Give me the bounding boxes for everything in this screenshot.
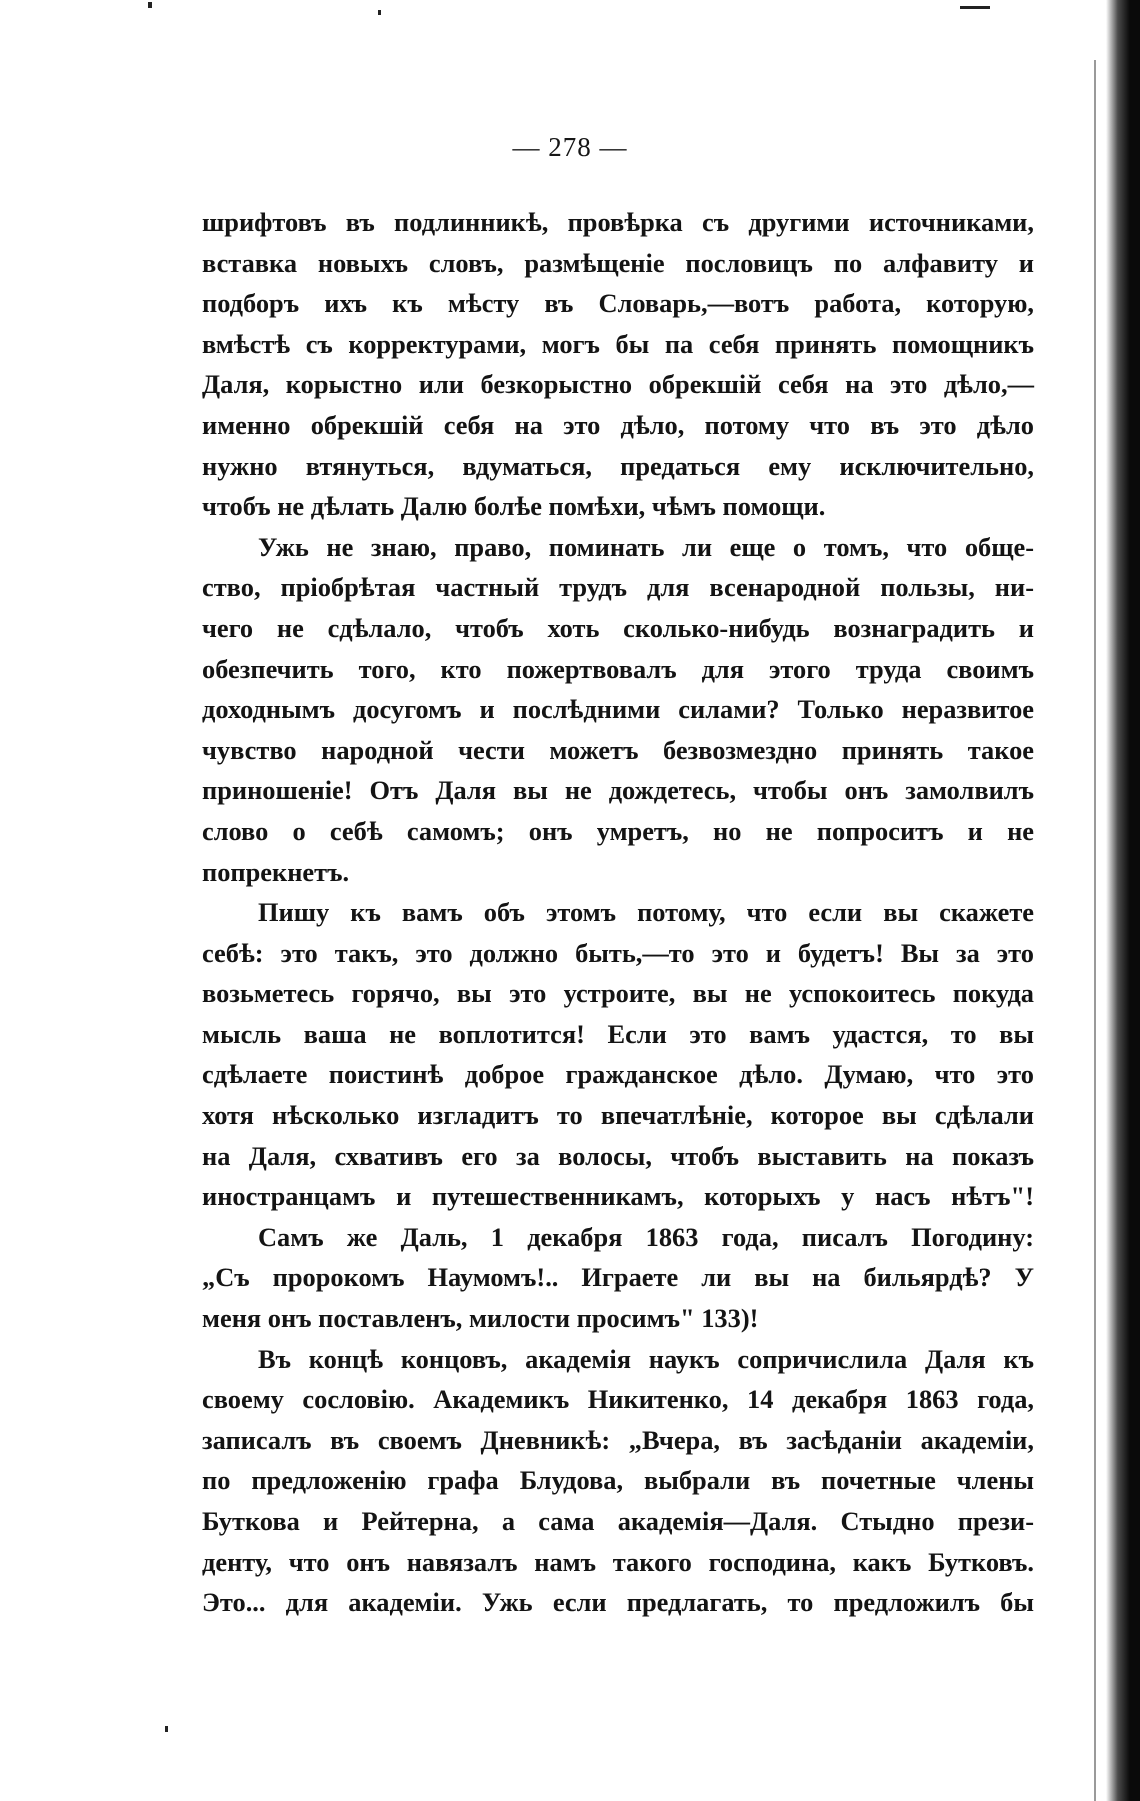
page-number: — 278 —: [512, 132, 628, 162]
page-text-body: [202, 202, 1034, 1623]
text-line: чего не сдѣлало, чтобъ хоть сколько-нибудь вознаградить и: [202, 612, 1034, 643]
text-line: записалъ въ своемъ Дневникѣ: „Вчера, въ засѣданіи академіи,: [202, 1424, 1034, 1455]
scan-speck: [378, 10, 381, 15]
text-line: по предложенію графа Блудова, выбрали въ почетные члены: [202, 1465, 1034, 1496]
text-line: попрекнетъ.: [202, 856, 350, 887]
text-line: Это... для академіи. Ужь если предлагать, то предложилъ бы: [202, 1587, 1034, 1618]
page-edge-shadow: [1106, 0, 1140, 1801]
text-line: иностранцамъ и путешественникамъ, которыхъ у насъ нѣтъ"!: [202, 1181, 1034, 1212]
text-line: подборъ ихъ къ мѣсту въ Словарь,—вотъ работа, которую,: [202, 288, 1034, 319]
scan-speck: [165, 1726, 168, 1732]
scan-speck: [960, 6, 990, 9]
text-line: чувство народной чести можетъ безвозмездно принять такое: [202, 734, 1034, 765]
text-line: обезпечить того, кто пожертвовалъ для этого труда своимъ: [202, 653, 1034, 684]
text-line: „Съ пророкомъ Наумомъ!.. Играете ли вы на бильярдѣ? У: [202, 1262, 1034, 1293]
text-line: на Даля, схвативъ его за волосы, чтобъ выставить на показъ: [202, 1140, 1034, 1171]
text-line: Буткова и Рейтерна, а сама академія—Даля. Стыдно прези-: [202, 1506, 1034, 1536]
text-line: сдѣлаете поистинѣ доброе гражданское дѣло. Думаю, что это: [202, 1059, 1034, 1090]
text-line: именно обрекшій себя на это дѣло, потому что въ это дѣло: [202, 409, 1034, 440]
text-line: вставка новыхъ словъ, размѣщеніе пословицъ по алфавиту и: [202, 247, 1034, 278]
text-line: своему сословію. Академикъ Никитенко, 14 декабря 1863 года,: [202, 1384, 1034, 1415]
text-line: чтобъ не дѣлать Далю болѣе помѣхи, чѣмъ помощи.: [202, 491, 826, 522]
text-line: мысль ваша не воплотится! Если это вамъ удастся, то вы: [202, 1018, 1034, 1049]
scan-speck: [148, 2, 152, 8]
text-line: Пишу къ вамъ объ этомъ потому, что если вы скажете: [258, 897, 1034, 928]
text-line: возьметесь горячо, вы это устроите, вы не успокоитесь покуда: [202, 978, 1034, 1009]
text-line: приношеніе! Отъ Даля вы не дождетесь, чтобы онъ замолвилъ: [202, 775, 1034, 806]
text-line: слово о себѣ самомъ; онъ умретъ, но не попроситъ и не: [202, 815, 1034, 846]
text-line: доходнымъ досугомъ и послѣдними силами? Только неразвитое: [202, 694, 1034, 725]
text-line: Въ концѣ концовъ, академія наукъ сопричислила Даля къ: [258, 1343, 1034, 1374]
text-line: Самъ же Даль, 1 декабря 1863 года, писалъ Погодину:: [258, 1221, 1034, 1252]
text-line: вмѣстѣ съ корректурами, могъ бы па себя принять помощникъ: [202, 328, 1034, 359]
text-line: Даля, корыстно или безкорыстно обрекшій себя на это дѣло,—: [202, 369, 1034, 400]
text-line: ство, пріобрѣтая частный трудъ для всенародной пользы, ни-: [202, 572, 1034, 603]
text-line: нужно втянуться, вдуматься, предаться ему исключительно,: [202, 450, 1034, 481]
text-line: себѣ: это такъ, это должно быть,—то это и будетъ! Вы за это: [202, 937, 1034, 968]
text-line: шрифтовъ въ подлинникѣ, провѣрка съ другими источниками,: [202, 207, 1034, 237]
text-line: Ужь не знаю, право, поминать ли еще о томъ, что обще-: [258, 531, 1034, 562]
text-line: денту, что онъ навязалъ намъ такого господина, какъ Бутковъ.: [202, 1546, 1034, 1577]
text-line: меня онъ поставленъ, милости просимъ" 133)!: [202, 1303, 759, 1334]
text-line: хотя нѣсколько изгладитъ то впечатлѣніе, которое вы сдѣлали: [202, 1100, 1034, 1131]
page-edge-line: [1094, 60, 1096, 1801]
